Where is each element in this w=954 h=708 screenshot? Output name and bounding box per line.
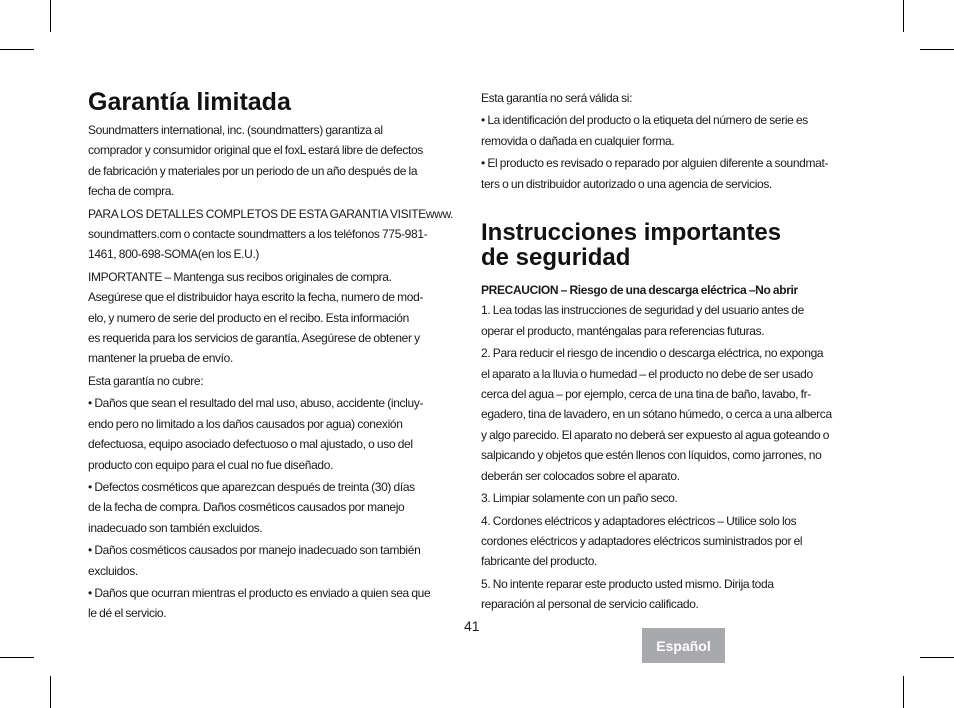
warranty-paragraph: PARA LOS DETALLES COMPLETOS DE ESTA GARANTIA VISITEwww. soundmatters.com o contacte soundmatters a los teléfonos 775-981- 1461, 800-698-SOMA(en los E.U.) <box>88 206 454 262</box>
warranty-paragraph: Esta garantía no cubre: <box>88 373 204 388</box>
warranty-paragraph: • Daños que sean el resultado del mal uso, abuso, accidente (incluy- endo pero no limitado a los daños causados por agua) conexión defectuosa, equipo asociado defectuoso o mal ajustado, o uso del producto con equipo para el cual no fue diseñado. <box>88 396 424 472</box>
crop-mark <box>903 676 904 708</box>
crop-mark <box>50 676 51 708</box>
instruction-item: 5. No intente reparar este producto usted mismo. Dirija toda reparación al personal de servicio calificado. <box>481 576 774 612</box>
instruction-item: 1. Lea todas las instrucciones de seguridad y del usuario antes de operar el producto, manténgalas para referencias futuras. <box>481 303 804 338</box>
warranty-paragraph: Soundmatters international, inc. (soundmatters) garantiza al comprador y consumidor original que el foxL estará libre de defectos de fabricación y materiales por un periodo de un año después de la fecha de compra. <box>88 123 423 199</box>
warranty-paragraph: • Defectos cosméticos que aparezcan después de treinta (30) días de la fecha de compra. Daños cosméticos causados por manejo inadecuado son también excluidos. <box>88 479 415 535</box>
warranty-paragraph: IMPORTANTE – Mantenga sus recibos originales de compra. Asegúrese que el distribuidor haya escrito la fecha, numero de mod- elo, y numero de serie del producto en el recibo. Esta información es requerida para los servicios de garantía. Asegúrese de obtener y mantener la prueba de envío. <box>88 269 424 366</box>
warranty-paragraph: • Daños que ocurran mientras el producto es enviado a quien sea que le dé el servicio. <box>88 585 431 621</box>
instruction-item: 4. Cordones eléctricos y adaptadores eléctricos – Utilice solo los cordones eléctricos y adaptadores eléctricos suministrados por el fabricante del producto. <box>481 513 803 569</box>
instruction-item: 3. Limpiar solamente con un paño seco. <box>481 491 678 506</box>
crop-mark <box>0 49 34 50</box>
language-tab: Español <box>642 628 725 663</box>
page-number: 41 <box>464 618 480 634</box>
warranty-title: Garantía limitada <box>88 88 291 116</box>
crop-mark <box>0 657 34 658</box>
crop-mark <box>920 657 954 658</box>
crop-mark <box>903 0 904 32</box>
warranty-paragraph: • Daños cosméticos causados por manejo inadecuado son también excluidos. <box>88 543 421 578</box>
crop-mark <box>50 0 51 32</box>
void-paragraph: • La identificación del producto o la etiqueta del número de serie es removida o dañada en cualquier forma. <box>481 113 808 148</box>
section-spacer <box>481 196 871 220</box>
caution-line: PRECAUCION – Riesgo de una descarga eléctrica –No abrir <box>481 283 798 298</box>
safety-column <box>481 88 871 617</box>
instruction-item: 2. Para reducir el riesgo de incendio o descarga eléctrica, no exponga el aparato a la lluvia o humedad – el producto no debe de ser usado cerca del agua – por ejemplo, cerca de una tina de baño, lavabo, fr- egadero, tina de lavadero, en un sótano húmedo, o cerca a una alberca y algo parecido. El aparato no deberá ser expuesto al agua goteando o salpicando y objetos que estén llenos con líquidos, como jarrones, no deberán ser colocados sobre el aparato. <box>481 346 832 483</box>
safety-title: Instrucciones importantes de seguridad <box>481 219 782 272</box>
void-paragraph: Esta garantía no será válida si: <box>481 91 633 105</box>
void-paragraph: • El producto es revisado o reparado por alguien diferente a soundmat- ters o un distribuidor autorizado o una agencia de servicios. <box>481 156 829 191</box>
crop-mark <box>920 49 954 50</box>
warranty-column <box>88 88 466 626</box>
